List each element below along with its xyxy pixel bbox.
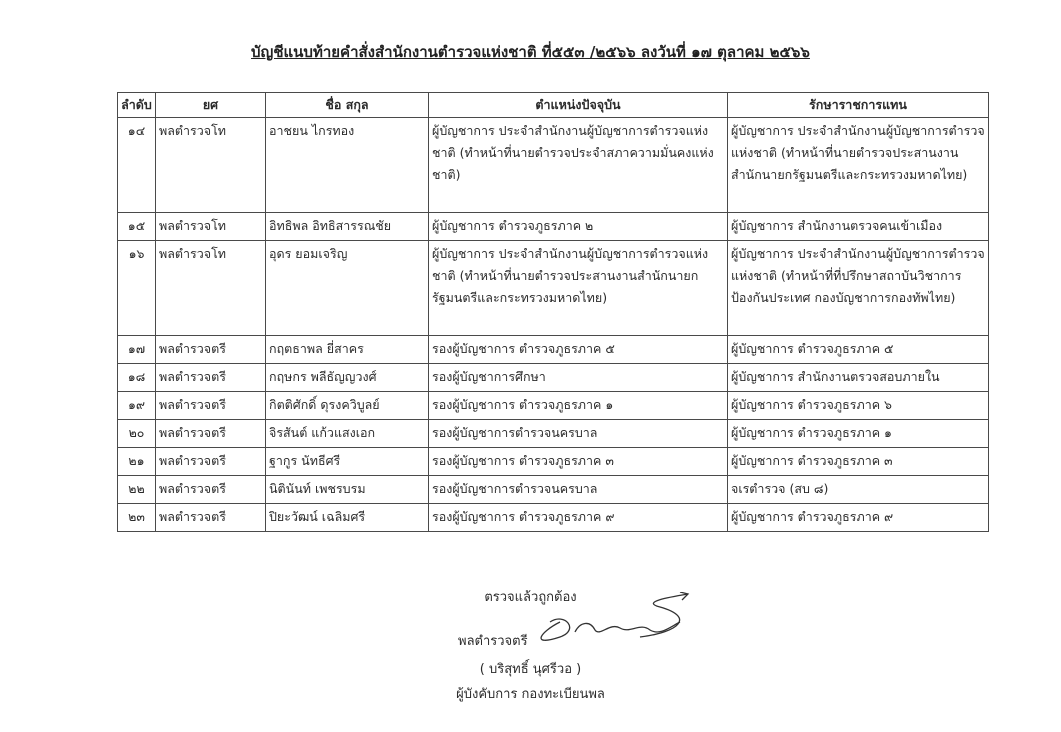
header-current-position: ตำแหน่งปัจจุบัน: [429, 93, 728, 118]
cell-name: กฤตธาพล ยี่สาคร: [266, 336, 429, 364]
cell-rank: พลตำรวจตรี: [156, 364, 266, 392]
cell-acting: ผู้บัญชาการ ตำรวจภูธรภาค ๕: [728, 336, 989, 364]
cell-current-position: รองผู้บัญชาการตำรวจนครบาล: [429, 420, 728, 448]
cell-no: ๑๙: [118, 392, 156, 420]
cell-acting: ผู้บัญชาการ ประจำสำนักงานผู้บัญชาการตำรวจแห่งชาติ (ทำหน้าที่ที่ปรึกษาสถาบันวิชาการป้องกันประเทศ กองบัญชาการกองทัพไทย): [728, 241, 989, 336]
cell-rank: พลตำรวจตรี: [156, 336, 266, 364]
cell-current-position: รองผู้บัญชาการ ตำรวจภูธรภาค ๓: [429, 448, 728, 476]
verified-label: ตรวจแล้วถูกต้อง: [484, 590, 577, 605]
cell-current-position: รองผู้บัญชาการ ตำรวจภูธรภาค ๙: [429, 504, 728, 532]
cell-rank: พลตำรวจโท: [156, 118, 266, 213]
header-name: ชื่อ สกุล: [266, 93, 429, 118]
cell-rank: พลตำรวจโท: [156, 213, 266, 241]
cell-name: อิทธิพล อิทธิสารรณชัย: [266, 213, 429, 241]
table-header-row: [118, 93, 989, 118]
table-row: [118, 448, 989, 476]
table-row: [118, 118, 989, 213]
signer-name: ( บริสุทธิ์ นุศรีวอ ): [479, 662, 582, 677]
appointment-table: [117, 92, 989, 532]
cell-name: ปิยะวัฒน์ เฉลิมศรี: [266, 504, 429, 532]
cell-current-position: รองผู้บัญชาการตำรวจนครบาล: [429, 476, 728, 504]
cell-rank: พลตำรวจโท: [156, 241, 266, 336]
cell-no: ๒๐: [118, 420, 156, 448]
cell-no: ๒๒: [118, 476, 156, 504]
handwritten-signature-icon: [520, 592, 700, 652]
cell-name: จิรสันต์ แก้วแสงเอก: [266, 420, 429, 448]
table-row: [118, 420, 989, 448]
cell-no: ๑๔: [118, 118, 156, 213]
cell-name: กิตติศักดิ์ ดุรงควิบูลย์: [266, 392, 429, 420]
cell-name: อุดร ยอมเจริญ: [266, 241, 429, 336]
cell-current-position: รองผู้บัญชาการ ตำรวจภูธรภาค ๕: [429, 336, 728, 364]
header-acting: รักษาราชการแทน: [728, 93, 989, 118]
cell-name: ฐากูร นัทธีศรี: [266, 448, 429, 476]
table-row: [118, 504, 989, 532]
table-row: [118, 392, 989, 420]
table-row: [118, 336, 989, 364]
cell-rank: พลตำรวจตรี: [156, 420, 266, 448]
cell-rank: พลตำรวจตรี: [156, 448, 266, 476]
cell-current-position: รองผู้บัญชาการศึกษา: [429, 364, 728, 392]
cell-current-position: ผู้บัญชาการ ประจำสำนักงานผู้บัญชาการตำรวจแห่งชาติ (ทำหน้าที่นายตำรวจประสานงานสำนักนายกรัฐมนตรีและกระทรวงมหาดไทย): [429, 241, 728, 336]
cell-no: ๒๓: [118, 504, 156, 532]
cell-acting: ผู้บัญชาการ ตำรวจภูธรภาค ๑: [728, 420, 989, 448]
cell-current-position: ผู้บัญชาการ ประจำสำนักงานผู้บัญชาการตำรวจแห่งชาติ (ทำหน้าที่นายตำรวจประจำสภาความมั่นคงแห่งชาติ): [429, 118, 728, 213]
cell-no: ๒๑: [118, 448, 156, 476]
cell-acting: ผู้บัญชาการ ประจำสำนักงานผู้บัญชาการตำรวจแห่งชาติ (ทำหน้าที่นายตำรวจประสานงานสำนักนายกรัฐมนตรีและกระทรวงมหาดไทย): [728, 118, 989, 213]
cell-no: ๑๘: [118, 364, 156, 392]
table-row: [118, 476, 989, 504]
table-row: [118, 364, 989, 392]
cell-current-position: รองผู้บัญชาการ ตำรวจภูธรภาค ๑: [429, 392, 728, 420]
cell-rank: พลตำรวจตรี: [156, 476, 266, 504]
cell-no: ๑๕: [118, 213, 156, 241]
cell-acting: ผู้บัญชาการ ตำรวจภูธรภาค ๖: [728, 392, 989, 420]
header-rank: ยศ: [156, 93, 266, 118]
cell-acting: ผู้บัญชาการ ตำรวจภูธรภาค ๓: [728, 448, 989, 476]
cell-name: นิตินันท์ เพชรบรม: [266, 476, 429, 504]
cell-rank: พลตำรวจตรี: [156, 392, 266, 420]
cell-acting: ผู้บัญชาการ สำนักงานตรวจคนเข้าเมือง: [728, 213, 989, 241]
cell-name: อาชยน ไกรทอง: [266, 118, 429, 213]
signer-position: ผู้บังคับการ กองทะเบียนพล: [456, 687, 605, 702]
cell-no: ๑๗: [118, 336, 156, 364]
signer-rank: พลตำรวจตรี: [458, 634, 528, 649]
header-no: ลำดับ: [118, 93, 156, 118]
cell-acting: จเรตำรวจ (สบ ๘): [728, 476, 989, 504]
cell-no: ๑๖: [118, 241, 156, 336]
cell-rank: พลตำรวจตรี: [156, 504, 266, 532]
cell-current-position: ผู้บัญชาการ ตำรวจภูธรภาค ๒: [429, 213, 728, 241]
cell-acting: ผู้บัญชาการ สำนักงานตรวจสอบภายใน: [728, 364, 989, 392]
table-row: [118, 213, 989, 241]
document-title: บัญชีแนบท้ายคำสั่งสำนักงานตำรวจแห่งชาติ ที่๕๕๓ /๒๕๖๖ ลงวันที่ ๑๗ ตุลาคม ๒๕๖๖: [251, 43, 810, 61]
table-row: [118, 241, 989, 336]
cell-name: กฤษกร พลีธัญญวงศ์: [266, 364, 429, 392]
cell-acting: ผู้บัญชาการ ตำรวจภูธรภาค ๙: [728, 504, 989, 532]
